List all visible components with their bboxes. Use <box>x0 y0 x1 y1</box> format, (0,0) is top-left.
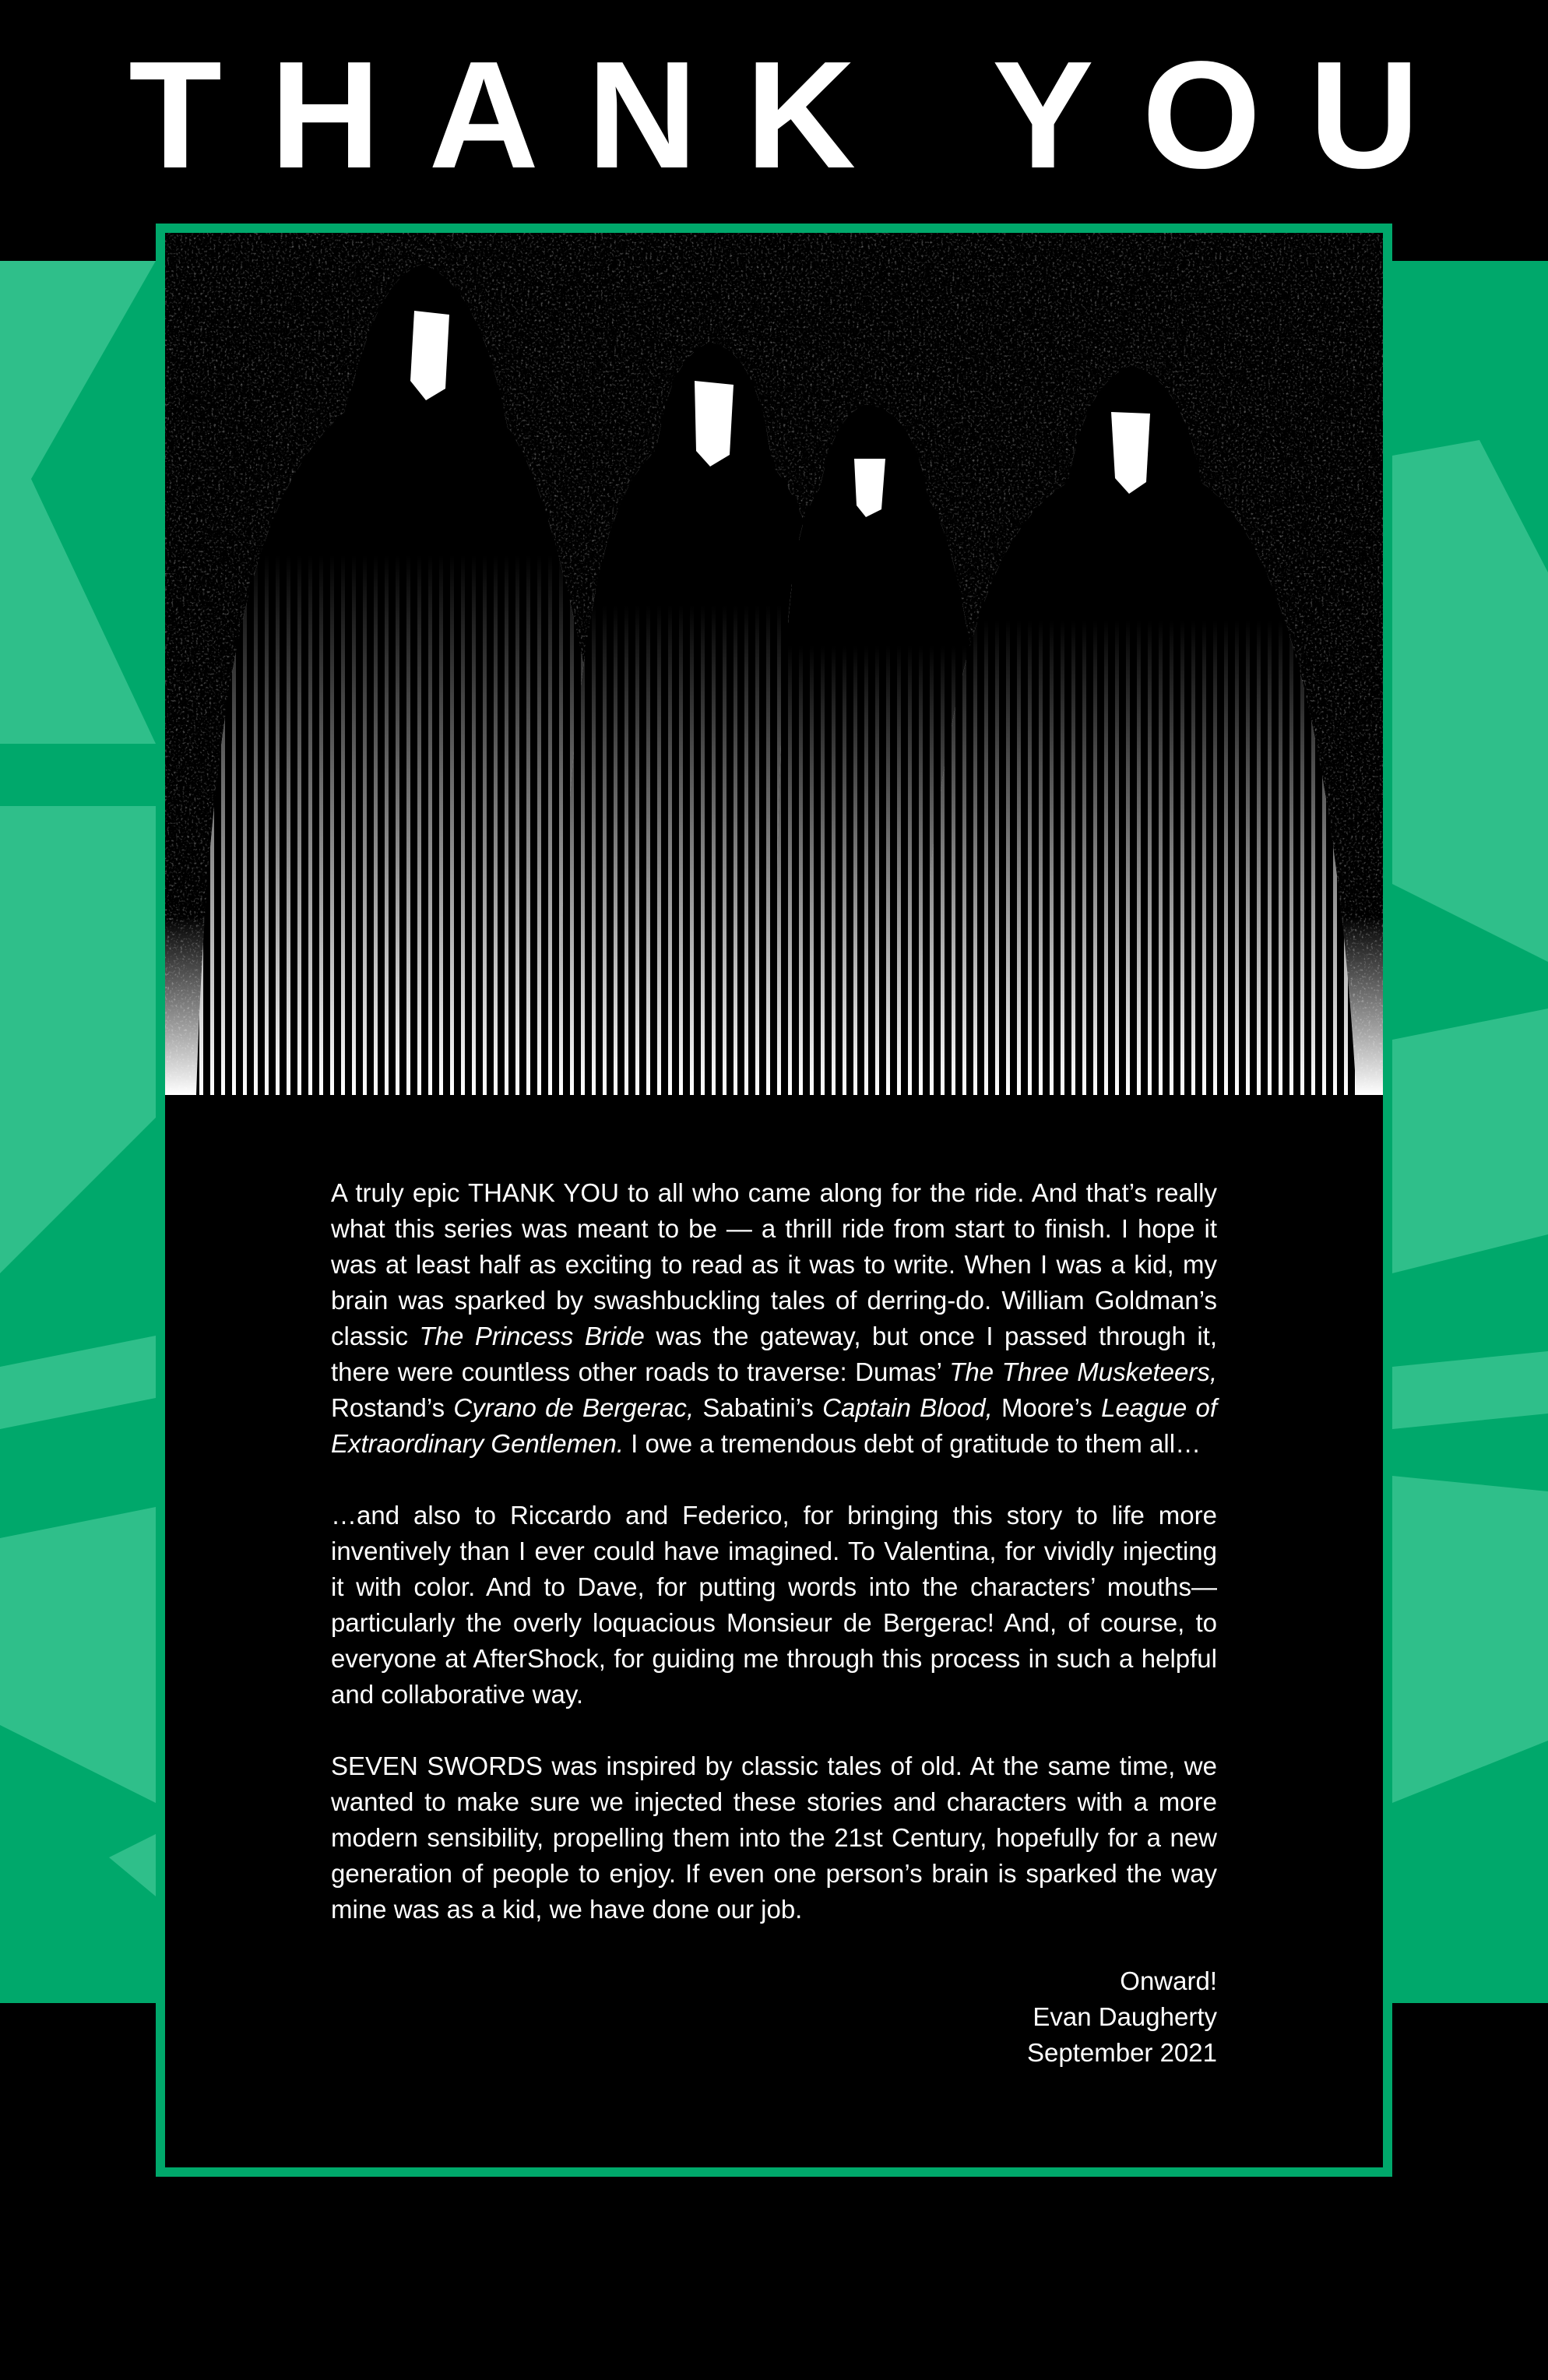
italic-title: The Princess Bride <box>419 1322 645 1350</box>
text-run: …and also to Riccardo and Federico, for bringing this story to life more inventively than I ever could have imagined. To Valentina, for vividly injecting it with color. And to Dave, for putting words into the characters’ mouths—particularly the overly loquacious Monsieur de Bergerac! And, of course, to everyone at AfterShock, for guiding me through this process in such a helpful and collaborative way. <box>331 1501 1217 1709</box>
skull-face-3 <box>854 459 885 517</box>
shape-right-low <box>1392 1476 1548 1803</box>
author-name: Evan Daugherty <box>1033 2002 1217 2031</box>
shape-right-mid <box>1392 1009 1548 1273</box>
skull-face-2 <box>695 381 734 466</box>
letter-body <box>331 1175 1217 2071</box>
italic-title: League of Extraordinary Gentlemen. <box>331 1393 1218 1458</box>
skull-face-1 <box>410 311 449 400</box>
text-run: A truly epic THANK YOU to all who came along for the ride. And that’s really what this series was meant to be — a thrill ride from start to finish. I hope it was at least half as exciting to read as it was to write. When I was a kid, my brain was sparked by swashbuckling tales of derring-do. William Goldman’s classic <box>331 1178 1217 1350</box>
letter-paragraph <box>331 1175 1217 1462</box>
shape-left-bar <box>0 1336 156 1429</box>
signoff: Onward! <box>1120 1966 1217 1995</box>
shape-left-top <box>0 261 156 744</box>
text-run: Rostand’s <box>331 1393 454 1422</box>
letter-date: September 2021 <box>1026 2038 1217 2067</box>
letter-frame <box>156 224 1392 2177</box>
text-run: I owe a tremendous debt of gratitude to them all… <box>624 1429 1201 1458</box>
hooded-figures-illustration <box>165 233 1383 1095</box>
text-run: SEVEN SWORDS was inspired by classic tales of old. At the same time, we wanted to make sure we injected these stories and characters with a more modern sensibility, propelling them into the 21st Century, hopefully for a new generation of people to enjoy. If even one person’s brain is sparked the way mine was as a kid, we have done our job. <box>331 1752 1217 1924</box>
text-run: Moore’s <box>992 1393 1102 1422</box>
signature-block <box>331 1963 1217 2071</box>
italic-title: The Three Musketeers, <box>949 1357 1217 1386</box>
shape-left-tri <box>109 1834 156 1896</box>
italic-title: Captain Blood, <box>822 1393 993 1422</box>
text-run: Sabatini’s <box>694 1393 823 1422</box>
letter-paragraph <box>331 1748 1217 1928</box>
shape-left-low <box>0 1507 156 1803</box>
letter-paragraphs <box>331 1175 1217 1928</box>
text-run: was the gateway, but once I passed through it, there were countless other roads to traverse: Dumas’ <box>331 1322 1218 1386</box>
shape-left-mid <box>0 806 156 1273</box>
shape-right-bar <box>1392 1351 1548 1429</box>
italic-title: Cyrano de Bergerac, <box>453 1393 695 1422</box>
page-title: THANK YOU <box>128 30 1468 200</box>
letter-paragraph <box>331 1498 1217 1713</box>
shape-right-top <box>1392 440 1548 962</box>
